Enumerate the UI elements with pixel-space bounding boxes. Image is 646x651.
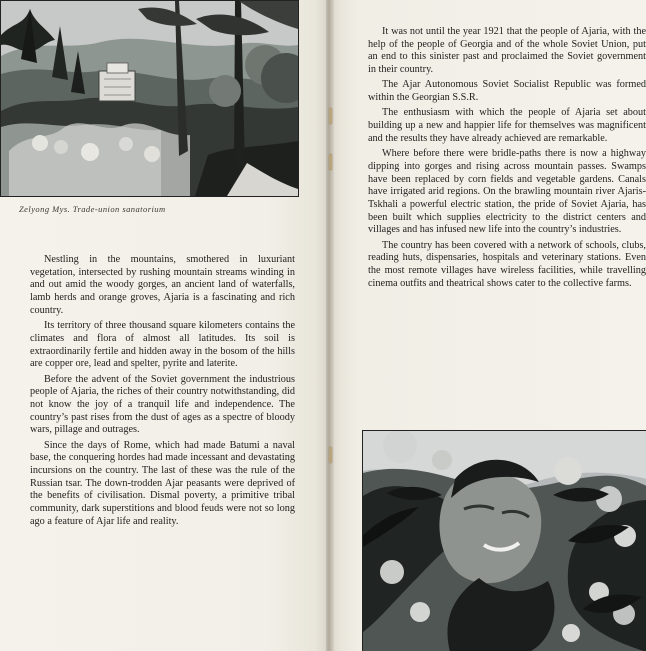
woman-with-fruit-illustration [363, 431, 646, 651]
binding-staple [329, 108, 332, 124]
binding-staple [329, 154, 332, 170]
binding-staple [329, 447, 332, 463]
right-paragraph-4: Where before there were bridle-paths there is now a highway dipping into gorges and rising across mountain passes. Swamps have been replaced by corn fields and vegetable gardens. Canals have irrigated arid regions. On the brawling mountain river Ajaris-Tskhali a powerful electric station, the pride of Soviet Ajaria, has been built which supplies electricity to the district centers and villages and has infused new life into the country’s industries. [368, 148, 646, 236]
sanatorium-photo-illustration [1, 1, 298, 196]
right-article-text [368, 26, 646, 293]
right-paragraph-1: It was not until the year 1921 that the people of Ajaria, with the help of the people of Georgia and of the whole Soviet Union, put an end to this sinister past and proclaimed the Soviet government in their country. [368, 26, 646, 76]
photo-caption: Zelyong Mys. Trade-union sanatorium [19, 204, 166, 214]
left-paragraph-4: Since the days of Rome, which had made Batumi a naval base, the conquering hordes had made incessant and devastating incursions on the country. The last of these was the rule of the Russian tsar. The down-trodden Ajar peasants were deprived of the benefits of civilisation. Dismal poverty, a primitive tribal community, dark superstitions and blood feuds were not so long ago a feature of Ajar life and reality. [30, 439, 295, 527]
right-paragraph-2: The Ajar Autonomous Soviet Socialist Republic was formed within the Georgian S.S.R. [368, 79, 646, 104]
left-paragraph-3: Before the advent of the Soviet government the industrious people of Ajaria, the riches of their country notwithstanding, did not know the joy of a tranquil life and independence. The country’s past rises from the dust of ages as a spectre of bloody wars, pillage and outrages. [30, 373, 295, 436]
left-paragraph-2: Its territory of three thousand square kilometers contains the climates and flora of almost all latitudes. Its soil is extraordinarily fertile and hidden away in the bosom of the hills are copper ore, lead and spelter, pyrite and laterite. [30, 320, 295, 370]
book-gutter [326, 0, 334, 651]
left-paragraph-1: Nestling in the mountains, smothered in luxuriant vegetation, intersected by rushing mountain streams winding in and out amid the woody gorges, an ancient land of waterfalls, lamb herds and orange groves, Ajaria is a fascinating and rich country. [30, 254, 295, 316]
right-paragraph-5: The country has been covered with a network of schools, clubs, reading huts, dispensaries, hospitals and veterinary stations. Even the most remote villages have wireless facilities, while travelling cinema outfits and theatrical shows cater to the collective farms. [368, 239, 646, 289]
right-paragraph-3: The enthusiasm with which the people of Ajaria set about building up a new and happier life for themselves was magnificent and the results they have already achieved are remarkable. [368, 107, 646, 144]
woman-with-fruit-photo [362, 430, 646, 651]
left-article-text [30, 254, 295, 531]
sanatorium-photo [0, 0, 299, 197]
